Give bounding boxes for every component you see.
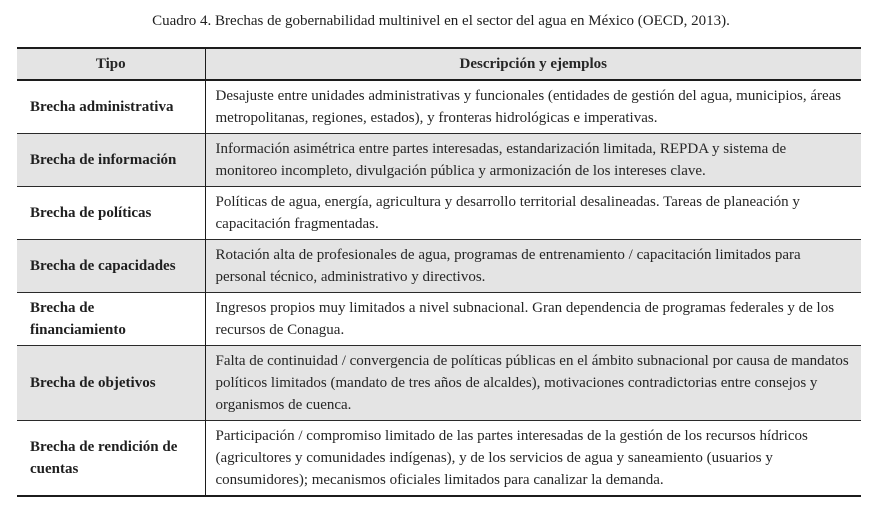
table-caption: Cuadro 4. Brechas de gobernabilidad multinivel en el sector del agua en México (OECD, 2013). (152, 13, 730, 29)
column-header-descripcion: Descripción y ejemplos (459, 56, 607, 72)
table-row (17, 187, 861, 240)
table-row (17, 134, 861, 187)
gap-type-cell: Brecha de objetivos (17, 346, 205, 421)
gap-description-cell: Participación / compromiso limitado de las partes interesadas de la gestión de los recursos hídricos (agricultores y comunidades indígenas), y de los servicios de agua y saneamiento (usuarios y consumidores); mecanismos oficiales limitados para canalizar la demanda. (215, 428, 808, 488)
table-row (17, 80, 861, 134)
gap-type-cell: Brecha de capacidades (17, 240, 205, 293)
gap-type-cell: Brecha de políticas (17, 187, 205, 240)
column-header-tipo: Tipo (17, 48, 205, 80)
gap-description-cell: Falta de continuidad / convergencia de políticas públicas en el ámbito subnacional por causa de mandatos políticos limitados (mandato de tres años de alcaldes), motivaciones contradictorias entre consejos y organismos de cuenca. (215, 353, 849, 413)
table-row (17, 346, 861, 421)
gap-description-cell: Información asimétrica entre partes interesadas, estandarización limitada, REPDA y sistema de monitoreo incompleto, divulgación pública y armonización de los intereses clave. (215, 141, 787, 179)
gap-description-cell: Políticas de agua, energía, agricultura y desarrollo territorial desalineadas. Tareas de planeación y capacitación fragmentadas. (215, 194, 800, 232)
gap-type-cell: Brecha administrativa (17, 80, 205, 134)
header-row (17, 48, 861, 80)
governance-gaps-table (17, 47, 861, 497)
gap-description-cell: Rotación alta de profesionales de agua, programas de entrenamiento / capacitación limitados para personal técnico, administrativo y directivos. (215, 247, 801, 285)
table-row (17, 421, 861, 497)
gap-type-cell: Brecha de información (17, 134, 205, 187)
gap-type-cell: Brecha de financiamiento (17, 293, 205, 346)
gap-type-cell: Brecha de rendición de cuentas (17, 421, 205, 497)
gap-description-cell: Ingresos propios muy limitados a nivel subnacional. Gran dependencia de programas federales y de los recursos de Conagua. (215, 300, 835, 338)
table-row (17, 293, 861, 346)
gap-description-cell: Desajuste entre unidades administrativas y funcionales (entidades de gestión del agua, municipios, áreas metropolitanas, regiones, estados), y fronteras hidrológicas e imperativas. (215, 88, 842, 126)
table-row (17, 240, 861, 293)
